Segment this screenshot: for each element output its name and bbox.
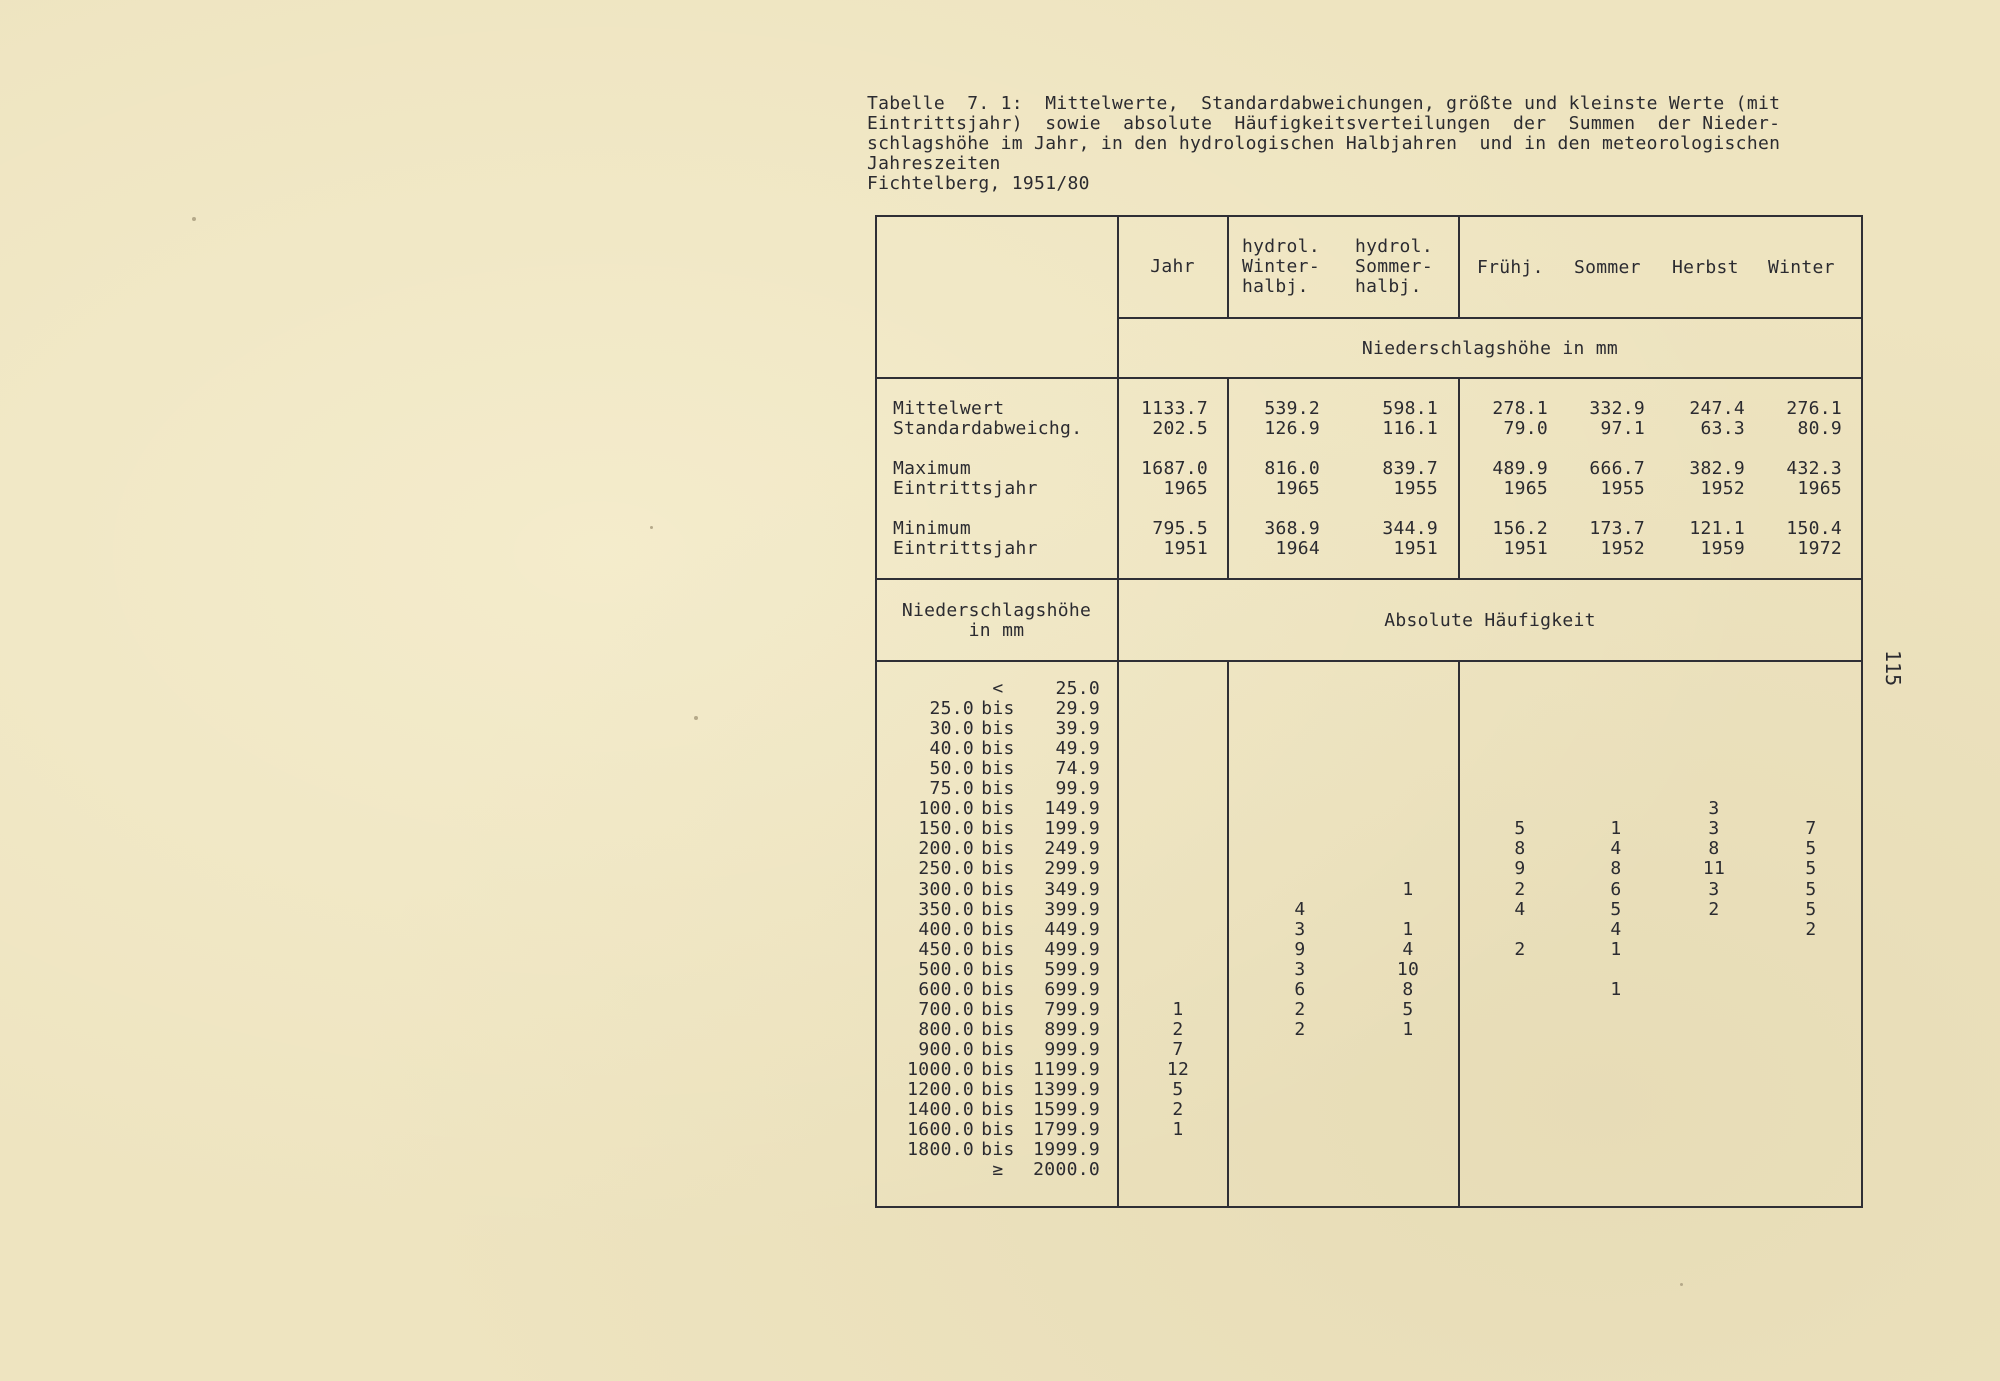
frequency-count: 8: [1402, 979, 1414, 1000]
class-separator: bis: [981, 1119, 1015, 1140]
class-from: 1200.0: [907, 1079, 974, 1100]
frequency-count: 3: [1294, 919, 1306, 940]
stat-value: 432.3: [1786, 458, 1842, 479]
class-separator: bis: [981, 879, 1015, 900]
class-separator: bis: [981, 899, 1015, 920]
stat-label: Mittelwert: [893, 398, 1005, 419]
header-jahr: Jahr: [1150, 256, 1195, 277]
stat-value: 1955: [1600, 478, 1645, 499]
stat-value: 79.0: [1503, 418, 1548, 439]
scan-speck: [192, 217, 196, 221]
frequency-count: 9: [1514, 858, 1526, 879]
caption-line: schlagshöhe im Jahr, in den hydrologischen Halbjahren und in den meteorologischen: [867, 133, 1781, 154]
frequency-count: 3: [1708, 879, 1720, 900]
frequency-count: 10: [1396, 959, 1420, 980]
stat-label: Eintrittsjahr: [893, 478, 1038, 499]
header-sommer-halbj: hydrol.: [1355, 236, 1433, 257]
class-to: 599.9: [1044, 959, 1100, 980]
stat-value: 795.5: [1152, 518, 1208, 539]
class-separator: bis: [981, 919, 1015, 940]
table-border-top: [875, 215, 1863, 217]
class-separator: bis: [981, 838, 1015, 859]
caption-line: Tabelle 7. 1: Mittelwerte, Standardabweichungen, größte und kleinste Werte (mit: [867, 93, 1781, 114]
class-separator: bis: [981, 939, 1015, 960]
class-separator: bis: [981, 979, 1015, 1000]
frequency-count: 1: [1610, 939, 1622, 960]
frequency-count: 5: [1805, 838, 1817, 859]
table-border-right: [1861, 215, 1863, 1208]
class-from: 250.0: [918, 858, 974, 879]
class-from: 500.0: [918, 959, 974, 980]
class-separator: bis: [981, 1099, 1015, 1120]
frequency-count: 7: [1172, 1039, 1184, 1060]
scan-speck: [1680, 1283, 1683, 1286]
class-to: 449.9: [1044, 919, 1100, 940]
frequency-count: 4: [1610, 919, 1622, 940]
frequency-count: 5: [1805, 858, 1817, 879]
class-from: 350.0: [918, 899, 974, 920]
frequency-count: 9: [1294, 939, 1306, 960]
stat-value: 278.1: [1492, 398, 1548, 419]
frequency-count: 2: [1172, 1099, 1184, 1120]
header-divider: [1118, 317, 1863, 319]
frequency-count: 5: [1805, 899, 1817, 920]
class-to: 249.9: [1044, 838, 1100, 859]
class-to: 49.9: [1055, 738, 1100, 759]
stat-value: 1959: [1700, 538, 1745, 559]
scan-speck: [694, 716, 698, 720]
class-to: 799.9: [1044, 999, 1100, 1020]
class-separator: bis: [981, 798, 1015, 819]
stat-value: 1133.7: [1141, 398, 1208, 419]
stat-value: 1952: [1700, 478, 1745, 499]
class-separator: bis: [981, 718, 1015, 739]
frequency-count: 11: [1702, 858, 1726, 879]
column-divider: [1117, 215, 1119, 1208]
class-to: 199.9: [1044, 818, 1100, 839]
frequency-count: 8: [1610, 858, 1622, 879]
class-separator: bis: [981, 1019, 1015, 1040]
stats-bottom-rule: [875, 578, 1863, 580]
class-from: 50.0: [929, 758, 974, 779]
stat-value: 156.2: [1492, 518, 1548, 539]
class-from: 450.0: [918, 939, 974, 960]
stat-label: Eintrittsjahr: [893, 538, 1038, 559]
class-to: 74.9: [1055, 758, 1100, 779]
stat-value: 150.4: [1786, 518, 1842, 539]
frequency-count: 2: [1514, 879, 1526, 900]
class-separator: bis: [981, 738, 1015, 759]
class-to: 349.9: [1044, 879, 1100, 900]
class-separator: bis: [981, 999, 1015, 1020]
stat-value: 247.4: [1689, 398, 1745, 419]
column-divider: [1227, 660, 1229, 1208]
frequency-count: 5: [1172, 1079, 1184, 1100]
stat-value: 126.9: [1264, 418, 1320, 439]
frequency-count: 2: [1805, 919, 1817, 940]
stat-value: 489.9: [1492, 458, 1548, 479]
stat-value: 1951: [1393, 538, 1438, 559]
class-to: 1999.9: [1033, 1139, 1100, 1160]
frequency-count: 1: [1402, 919, 1414, 940]
class-to: 1399.9: [1033, 1079, 1100, 1100]
stat-value: 598.1: [1382, 398, 1438, 419]
frequency-count: 2: [1514, 939, 1526, 960]
stat-value: 368.9: [1264, 518, 1320, 539]
class-from: 150.0: [918, 818, 974, 839]
frequency-count: 8: [1708, 838, 1720, 859]
frequency-count: 7: [1805, 818, 1817, 839]
frequency-count: 4: [1402, 939, 1414, 960]
stat-value: 1955: [1393, 478, 1438, 499]
frequency-count: 8: [1514, 838, 1526, 859]
class-to: 899.9: [1044, 1019, 1100, 1040]
stat-value: 1964: [1275, 538, 1320, 559]
class-to: 29.9: [1055, 698, 1100, 719]
class-from: 400.0: [918, 919, 974, 940]
class-to: 499.9: [1044, 939, 1100, 960]
class-separator: bis: [981, 1079, 1015, 1100]
class-to: 299.9: [1044, 858, 1100, 879]
caption-line: Fichtelberg, 1951/80: [867, 173, 1090, 194]
header-herbst: Herbst: [1672, 257, 1739, 278]
stat-value: 1952: [1600, 538, 1645, 559]
class-separator: bis: [981, 778, 1015, 799]
scan-speck: [650, 526, 653, 529]
class-to: 1599.9: [1033, 1099, 1100, 1120]
header-winter-halbj: halbj.: [1242, 276, 1309, 297]
stat-label: Standardabweichg.: [893, 418, 1083, 439]
class-from: 1800.0: [907, 1139, 974, 1160]
class-from: 800.0: [918, 1019, 974, 1040]
class-from: 1600.0: [907, 1119, 974, 1140]
class-to: 25.0: [1055, 678, 1100, 699]
stat-value: 839.7: [1382, 458, 1438, 479]
column-divider: [1227, 215, 1229, 319]
stat-value: 1965: [1275, 478, 1320, 499]
stat-value: 332.9: [1589, 398, 1645, 419]
frequency-count: 1: [1402, 1019, 1414, 1040]
frequency-count: 5: [1514, 818, 1526, 839]
stat-value: 1965: [1797, 478, 1842, 499]
frequency-count: 2: [1708, 899, 1720, 920]
frequency-count: 5: [1402, 999, 1414, 1020]
stat-value: 80.9: [1797, 418, 1842, 439]
class-separator: bis: [981, 1059, 1015, 1080]
class-from: 1000.0: [907, 1059, 974, 1080]
class-to: 999.9: [1044, 1039, 1100, 1060]
class-to: 1799.9: [1033, 1119, 1100, 1140]
class-separator: bis: [981, 858, 1015, 879]
freq-header-left: in mm: [968, 620, 1025, 641]
class-separator: bis: [981, 1039, 1015, 1060]
freq-header-rule: [875, 660, 1863, 662]
stat-value: 1972: [1797, 538, 1842, 559]
class-from: 900.0: [918, 1039, 974, 1060]
frequency-count: 1: [1172, 999, 1184, 1020]
stat-label: Minimum: [893, 518, 971, 539]
stat-value: 1951: [1163, 538, 1208, 559]
frequency-count: 1: [1610, 979, 1622, 1000]
class-from: 75.0: [929, 778, 974, 799]
unit-label: Niederschlagshöhe in mm: [1361, 338, 1619, 359]
frequency-count: 4: [1294, 899, 1306, 920]
stat-value: 63.3: [1700, 418, 1745, 439]
stat-value: 666.7: [1589, 458, 1645, 479]
frequency-count: 5: [1610, 899, 1622, 920]
stat-label: Maximum: [893, 458, 971, 479]
stat-value: 382.9: [1689, 458, 1745, 479]
frequency-count: 2: [1172, 1019, 1184, 1040]
class-to: 149.9: [1044, 798, 1100, 819]
freq-header-left: Niederschlagshöhe: [901, 600, 1092, 621]
freq-header-right: Absolute Häufigkeit: [1384, 610, 1596, 631]
column-divider: [1458, 660, 1460, 1208]
stat-value: 1965: [1503, 478, 1548, 499]
header-winter: Winter: [1768, 257, 1835, 278]
stat-value: 116.1: [1382, 418, 1438, 439]
class-to: 399.9: [1044, 899, 1100, 920]
class-from: 200.0: [918, 838, 974, 859]
frequency-count: 3: [1708, 818, 1720, 839]
frequency-count: 1: [1402, 879, 1414, 900]
header-sommer: Sommer: [1574, 257, 1641, 278]
frequency-count: 2: [1294, 999, 1306, 1020]
stat-value: 276.1: [1786, 398, 1842, 419]
page-number: 115: [1881, 650, 1905, 687]
caption-line: Eintrittsjahr) sowie absolute Häufigkeitsverteilungen der Summen der Nieder-: [867, 113, 1781, 134]
stat-value: 121.1: [1689, 518, 1745, 539]
class-separator: bis: [981, 818, 1015, 839]
header-winter-halbj: Winter-: [1242, 256, 1320, 277]
class-separator: bis: [981, 758, 1015, 779]
class-separator: bis: [981, 698, 1015, 719]
class-from: 700.0: [918, 999, 974, 1020]
class-separator: bis: [981, 959, 1015, 980]
stat-value: 344.9: [1382, 518, 1438, 539]
stat-value: 97.1: [1600, 418, 1645, 439]
frequency-count: 5: [1805, 879, 1817, 900]
class-from: 1400.0: [907, 1099, 974, 1120]
class-separator: <: [992, 678, 1004, 699]
stat-value: 1687.0: [1141, 458, 1208, 479]
frequency-count: 1: [1610, 818, 1622, 839]
frequency-count: 6: [1610, 879, 1622, 900]
column-divider: [1458, 215, 1460, 319]
header-winter-halbj: hydrol.: [1242, 236, 1320, 257]
stat-value: 202.5: [1152, 418, 1208, 439]
class-to: 1199.9: [1033, 1059, 1100, 1080]
stat-value: 1965: [1163, 478, 1208, 499]
frequency-count: 3: [1294, 959, 1306, 980]
table-border-bottom: [875, 1206, 1863, 1208]
class-separator: ≥: [992, 1159, 1004, 1180]
stat-value: 539.2: [1264, 398, 1320, 419]
frequency-count: 2: [1294, 1019, 1306, 1040]
frequency-count: 12: [1166, 1059, 1190, 1080]
class-from: 100.0: [918, 798, 974, 819]
stat-value: 816.0: [1264, 458, 1320, 479]
header-fruehjahr: Frühj.: [1477, 257, 1544, 278]
class-from: 25.0: [929, 698, 974, 719]
class-to: 39.9: [1055, 718, 1100, 739]
class-to: 699.9: [1044, 979, 1100, 1000]
frequency-count: 6: [1294, 979, 1306, 1000]
header-bottom-rule: [875, 377, 1863, 379]
stat-value: 1951: [1503, 538, 1548, 559]
frequency-count: 4: [1610, 838, 1622, 859]
class-to: 2000.0: [1033, 1159, 1100, 1180]
class-from: 40.0: [929, 738, 974, 759]
class-from: 300.0: [918, 879, 974, 900]
frequency-count: 1: [1172, 1119, 1184, 1140]
class-to: 99.9: [1055, 778, 1100, 799]
stat-value: 173.7: [1589, 518, 1645, 539]
caption-line: Jahreszeiten: [867, 153, 1001, 174]
header-sommer-halbj: halbj.: [1355, 276, 1422, 297]
header-sommer-halbj: Sommer-: [1355, 256, 1433, 277]
frequency-count: 4: [1514, 899, 1526, 920]
class-from: 600.0: [918, 979, 974, 1000]
class-separator: bis: [981, 1139, 1015, 1160]
table-border-left: [875, 215, 877, 1208]
class-from: 30.0: [929, 718, 974, 739]
frequency-count: 3: [1708, 798, 1720, 819]
